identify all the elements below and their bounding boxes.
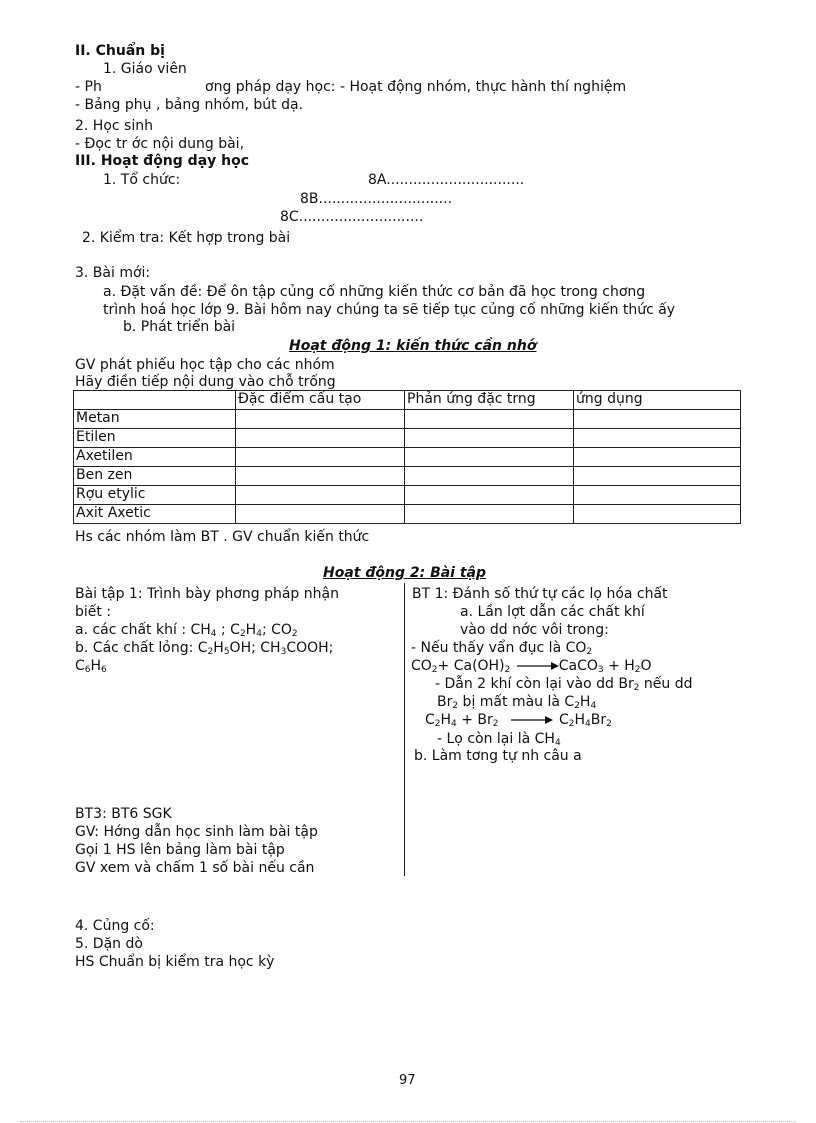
bt1-part-b: b. Các chất lỏng: $C_2H_5OH$; $CH_3COOH$; bbox=[75, 640, 334, 657]
bt1-line-2: biết : bbox=[75, 604, 112, 620]
table-cell bbox=[574, 467, 741, 486]
activity1-line-2: Hãy điền tiếp nội dung vào chỗ trống bbox=[75, 374, 336, 390]
table-row-label: Axit Axetic bbox=[74, 505, 236, 524]
table-cell bbox=[236, 410, 405, 429]
homework-label: 5. Dặn dò bbox=[75, 936, 143, 952]
prep-heading: II. Chuẩn bị bbox=[75, 43, 165, 59]
right-line-7: - Lọ còn lại là $CH_4$ bbox=[437, 731, 561, 748]
table-cell bbox=[405, 429, 574, 448]
formula-ch3cooh: $CH_3COOH$ bbox=[260, 640, 329, 657]
right-line-3: vào dd nớc vôi trong: bbox=[460, 622, 609, 638]
table-row bbox=[74, 505, 741, 524]
intro-line-2: trình hoá học lớp 9. Bài hôm nay chúng ta sẽ tiếp tục củng cố những kiến thức ấy bbox=[103, 302, 676, 318]
table-cell bbox=[405, 486, 574, 505]
table-row bbox=[74, 467, 741, 486]
class-8c: 8C............................ bbox=[280, 209, 424, 225]
table-cell bbox=[405, 467, 574, 486]
table-header-cell bbox=[74, 391, 236, 410]
teacher-item-1-prefix: - Ph bbox=[75, 79, 102, 95]
table-row-label: Ben zen bbox=[74, 467, 236, 486]
page-number: 97 bbox=[399, 1073, 416, 1088]
class-8b: 8B.............................. bbox=[300, 191, 453, 207]
gv-line-3: GV xem và chấm 1 số bài nếu cần bbox=[75, 860, 315, 876]
part-a-label: a. các chất khí : bbox=[75, 622, 187, 638]
bt3-label: BT3: BT6 SGK bbox=[75, 806, 172, 822]
activity2-title: Hoạt động 2: Bài tập bbox=[323, 565, 487, 581]
table-cell bbox=[574, 448, 741, 467]
new-lesson-label: 3. Bài mới: bbox=[75, 265, 151, 281]
table-row bbox=[74, 448, 741, 467]
table-header-cell: Đặc điểm cấu tạo bbox=[236, 391, 405, 410]
table-row bbox=[74, 486, 741, 505]
table-header-cell: Phản ứng đặc trng bbox=[405, 391, 574, 410]
page-bottom-divider bbox=[20, 1121, 796, 1122]
part-b-label: b. Các chất lỏng: bbox=[75, 640, 194, 656]
table-cell bbox=[236, 505, 405, 524]
table-row-label: Metan bbox=[74, 410, 236, 429]
table-cell bbox=[574, 505, 741, 524]
bt1-part-a: a. các chất khí : $CH_4$ ; $C_2H_4$; $CO_2$ bbox=[75, 622, 298, 639]
table-cell bbox=[574, 410, 741, 429]
table-row bbox=[74, 429, 741, 448]
formula-c6h6: $C_6H_6$ bbox=[75, 658, 107, 675]
gv-line-1: GV: Hớng dẫn học sinh làm bài tập bbox=[75, 824, 318, 840]
formula-co2: $CO_2$ bbox=[271, 622, 298, 639]
activity1-line-1: GV phát phiếu học tập cho các nhóm bbox=[75, 357, 335, 373]
right-line-5: - Dẫn 2 khí còn lại vào dd $Br_2$ nếu dd bbox=[435, 676, 693, 693]
reaction-arrow-icon bbox=[515, 661, 559, 671]
review-label: 4. Củng cố: bbox=[75, 918, 155, 934]
right-line-1: BT 1: Đánh số thứ tự các lọ hóa chất bbox=[412, 586, 668, 602]
table-cell bbox=[574, 486, 741, 505]
table-cell bbox=[236, 467, 405, 486]
table-cell bbox=[405, 448, 574, 467]
formula-ch4: $CH_4$ bbox=[190, 622, 217, 639]
reaction-arrow-icon bbox=[509, 715, 553, 725]
equation-1: $CO_2+ Ca(OH)_2$ CaCO$_3$ + $H_2O$ bbox=[411, 658, 652, 675]
activities-heading: III. Hoạt động dạy học bbox=[75, 153, 250, 169]
equation-2: $C_2H_4 + Br_2$ $C_2H_4Br_2$ bbox=[425, 712, 612, 729]
table-cell bbox=[405, 505, 574, 524]
table-header-cell: ứng dụng bbox=[574, 391, 741, 410]
table-cell bbox=[236, 448, 405, 467]
column-divider bbox=[404, 583, 405, 876]
table-row-label: Axetilen bbox=[74, 448, 236, 467]
org-label: 1. Tổ chức: bbox=[103, 172, 181, 188]
gv-line-2: Gọi 1 HS lên bảng làm bài tập bbox=[75, 842, 285, 858]
activity1-after: Hs các nhóm làm BT . GV chuẩn kiến thức bbox=[75, 529, 370, 545]
right-line-2: a. Lần lợt dẫn các chất khí bbox=[460, 604, 645, 620]
table-cell bbox=[574, 429, 741, 448]
table-row-label: Etilen bbox=[74, 429, 236, 448]
right-line-4: - Nếu thấy vẩn đục là $CO_2$ bbox=[411, 640, 593, 657]
table-cell bbox=[236, 429, 405, 448]
table-cell bbox=[405, 410, 574, 429]
table-cell bbox=[236, 486, 405, 505]
right-line-6: $Br_2$ bị mất màu là $C_2H_4$ bbox=[437, 694, 597, 711]
prepare-label: HS Chuẩn bị kiểm tra học kỳ bbox=[75, 954, 275, 970]
teacher-label: 1. Giáo viên bbox=[103, 61, 187, 77]
table-row-label: Rợu etylic bbox=[74, 486, 236, 505]
teacher-item-2: - Bảng phụ , bảng nhóm, bút dạ. bbox=[75, 97, 304, 113]
class-8a: 8A............................... bbox=[368, 172, 525, 188]
student-label: 2. Học sinh bbox=[75, 118, 153, 134]
study-sheet-table bbox=[73, 390, 741, 524]
formula-c2h5oh: $C_2H_5OH$ bbox=[197, 640, 252, 657]
activity1-title: Hoạt động 1: kiến thức cần nhớ bbox=[289, 338, 537, 354]
intro-line-1: a. Đặt vấn đề: Để ôn tập củng cố những kiến thức cơ bản đã học trong chơng bbox=[103, 284, 646, 300]
table-row bbox=[74, 410, 741, 429]
right-line-8: b. Làm tơng tự nh câu a bbox=[414, 748, 582, 764]
bt1-line-1: Bài tập 1: Trình bày phơng pháp nhận bbox=[75, 586, 339, 602]
teacher-item-1: ơng pháp dạy học: - Hoạt động nhóm, thực hành thí nghiệm bbox=[205, 79, 627, 95]
check-label: 2. Kiểm tra: Kết hợp trong bài bbox=[82, 230, 291, 246]
student-item: - Đọc tr ớc nội dung bài, bbox=[75, 136, 245, 152]
table-header-row bbox=[74, 391, 741, 410]
formula-c2h4: $C_2H_4$ bbox=[230, 622, 262, 639]
develop-label: b. Phát triển bài bbox=[123, 319, 236, 335]
